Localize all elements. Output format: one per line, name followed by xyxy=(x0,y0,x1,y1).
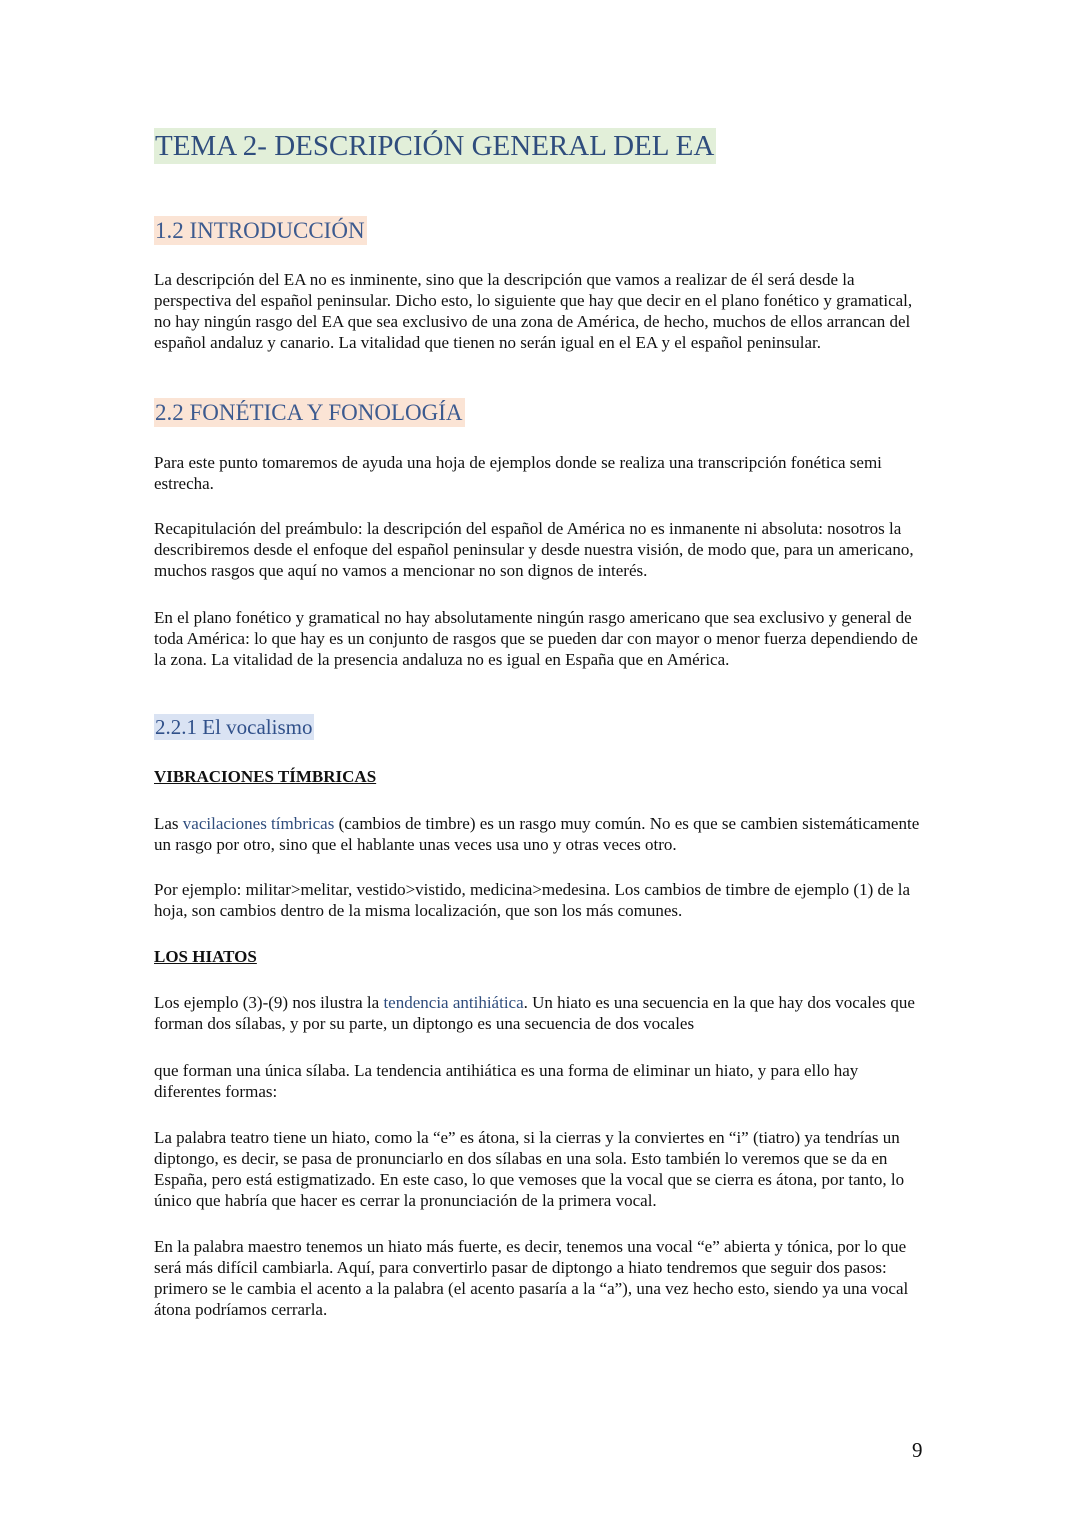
highlighted-term: vacilaciones tímbricas xyxy=(182,814,335,833)
section-heading-fonetica: 2.2 FONÉTICA Y FONOLOGÍA xyxy=(155,400,463,425)
subheading-vibraciones: VIBRACIONES TÍMBRICAS xyxy=(154,767,377,786)
section-heading-introduccion: 1.2 INTRODUCCIÓN xyxy=(155,218,365,243)
paragraph: Las vacilaciones tímbricas (cambios de timbre) es un rasgo muy común. No es que se cambien sistemáticamente un rasgo por otro, sino que el hablante unas veces usa uno y otras veces otro. xyxy=(154,814,920,854)
paragraph: Para este punto tomaremos de ayuda una hoja de ejemplos donde se realiza una transcripción fonética semi estrecha. xyxy=(154,453,882,493)
subsection-heading-vocalismo: 2.2.1 El vocalismo xyxy=(155,715,313,739)
page-number: 9 xyxy=(912,1438,923,1462)
page-title: TEMA 2- DESCRIPCIÓN GENERAL DEL EA xyxy=(155,130,715,162)
highlighted-term: tendencia antihiática xyxy=(383,993,524,1012)
paragraph: En la palabra maestro tenemos un hiato más fuerte, es decir, tenemos una vocal “e” abierta y tónica, por lo que será más difícil cambiarla. Aquí, para convertirlo pasar de diptongo a hiato tendremos que seguir dos pasos: primero se le cambia el acento a la palabra (el acento pasaría a la “a”), una vez hecho esto, siendo ya una vocal átona podríamos cerrarla. xyxy=(154,1237,909,1319)
paragraph: que forman una única sílaba. La tendencia antihiática es una forma de eliminar un hiato, y para ello hay diferentes formas: xyxy=(154,1061,859,1101)
paragraph: Por ejemplo: militar>melitar, vestido>vistido, medicina>medesina. Los cambios de timbre de ejemplo (1) de la hoja, son cambios dentro de la misma localización, que son los más comunes. xyxy=(154,880,911,920)
paragraph: Los ejemplo (3)-(9) nos ilustra la tendencia antihiática. Un hiato es una secuencia en la que hay dos vocales que forman dos sílabas, y por su parte, un diptongo es una secuencia de dos vocales xyxy=(154,993,915,1033)
paragraph: La palabra teatro tiene un hiato, como la “e” es átona, si la cierras y la conviertes en “i” (tiatro) ya tendrías un diptongo, es decir, se pasa de pronunciarlo en dos sílabas en una sola. Esto también lo veremos que se da en España, pero está estigmatizado. En este caso, lo que vemoses que la vocal que se cierra es átona, por tanto, lo único que habría que hacer es cerrar la pronunciación de la primera vocal. xyxy=(154,1128,905,1210)
subheading-hiatos: LOS HIATOS xyxy=(154,947,257,966)
paragraph: La descripción del EA no es inminente, sino que la descripción que vamos a realizar de él será desde la perspectiva del español peninsular. Dicho esto, lo siguiente que hay que decir en el plano fonético y gramatical, no hay ningún rasgo del EA que sea exclusivo de una zona de América, de hecho, muchos de ellos arrancan del español andaluz y canario. La vitalidad que tienen no serán igual en el EA y el español peninsular. xyxy=(154,270,913,352)
paragraph: Recapitulación del preámbulo: la descripción del español de América no es inmanente ni absoluta: nosotros la describiremos desde el enfoque del español peninsular y desde nuestra visión, de modo que, para un americano, muchos rasgos que aquí no vamos a mencionar no son dignos de interés. xyxy=(154,519,914,580)
paragraph: En el plano fonético y gramatical no hay absolutamente ningún rasgo americano que sea exclusivo y general de toda América: lo que hay es un conjunto de rasgos que se pueden dar con mayor o menor fuerza dependiendo de la zona. La vitalidad de la presencia andaluza no es igual en España que en América. xyxy=(154,608,918,669)
